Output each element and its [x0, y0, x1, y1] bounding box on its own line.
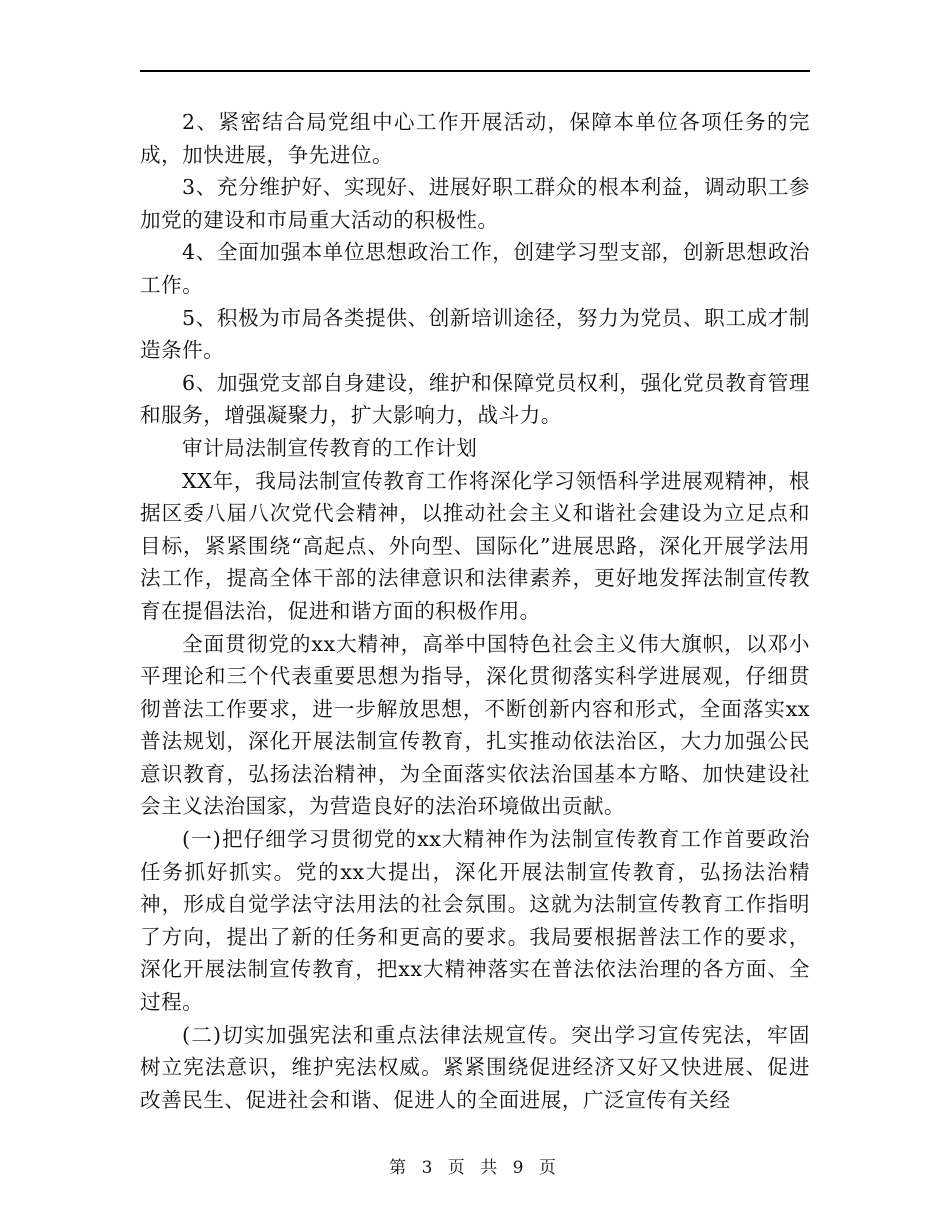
paragraph: 4、全面加强本单位思想政治工作，创建学习型支部，创新思想政治工作。 [140, 240, 810, 297]
paragraph: (二)切实加强宪法和重点法律法规宣传。突出学习宣传宪法，牢固树立宪法意识，维护宪法权威。紧紧围绕促进经济又好又快进展、促进改善民生、促进社会和谐、促进人的全面进展，广泛宣传有关经 [140, 1022, 810, 1112]
paragraph: 5、积极为市局各类提供、创新培训途径，努力为党员、职工成才制造条件。 [140, 305, 810, 363]
paragraph: 全面贯彻党的xx大精神，高举中国特色社会主义伟大旗帜，以邓小平理论和三个代表重要思想为指导，深化贯彻落实科学进展观，仔细贯彻普法工作要求，进一步解放思想，不断创新内容和形式，全面落实xx普法规划，深化开展法制宣传教育，扎实推动依法治区，大力加强公民意识教育，弘扬法治精神，为全面落实依法治国基本方略、加快建设社会主义法治国家，为营造良好的法治环境做出贡献。 [140, 631, 810, 819]
paragraph: XX年，我局法制宣传教育工作将深化学习领悟科学进展观精神，根据区委八届八次党代会精神，以推动社会主义和谐社会建设为立足点和目标，紧紧围绕“高起点、外向型、国际化”进展思路，深化开展学法用法工作，提高全体干部的法律意识和法律素养，更好地发挥法制宣传教育在提倡法治，促进和谐方面的积极作用。 [140, 468, 810, 623]
page-footer: 第 3 页 共 9 页 [389, 1158, 561, 1178]
paragraph: 6、加强党支部自身建设，维护和保障党员权利，强化党员教育管理和服务，增强凝聚力，扩大影响力，战斗力。 [140, 370, 810, 428]
paragraph: 3、充分维护好、实现好、进展好职工群众的根本利益，调动职工参加党的建设和市局重大活动的积极性。 [140, 175, 810, 232]
section-title: 审计局法制宣传教育的工作计划 [182, 435, 478, 460]
paragraph: (一)把仔细学习贯彻党的xx大精神作为法制宣传教育工作首要政治任务抓好抓实。党的xx大提出，深化开展法制宣传教育，弘扬法治精神，形成自觉学法守法用法的社会氛围。这就为法制宣传教育工作指明了方向，提出了新的任务和更高的要求。我局要根据普法工作的要求，深化开展法制宣传教育，把xx大精神落实在普法依法治理的各方面、全过程。 [140, 827, 810, 1015]
body-text [140, 106, 810, 1116]
header-rule [140, 70, 810, 72]
paragraph: 2、紧密结合局党组中心工作开展活动，保障本单位各项任务的完成，加快进展，争先进位。 [140, 110, 810, 167]
